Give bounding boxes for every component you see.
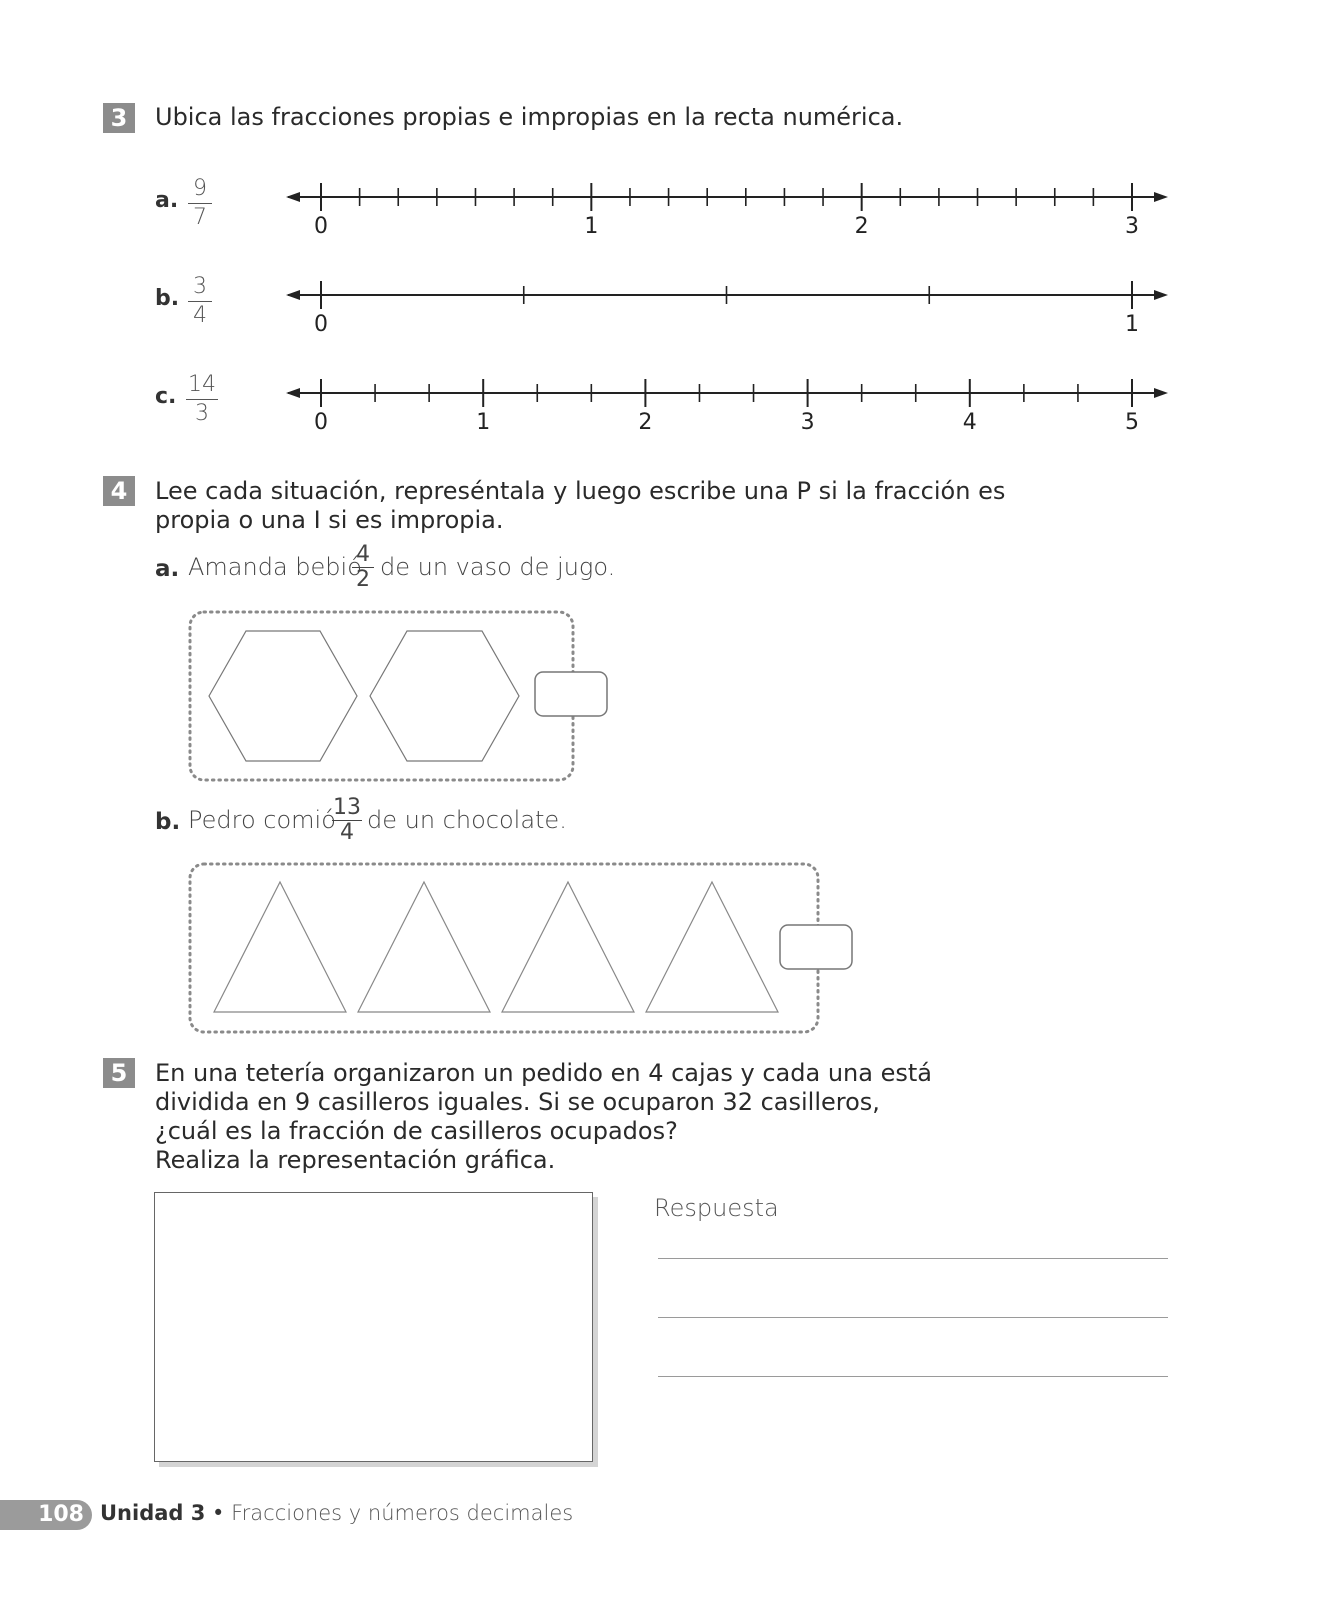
- hexagon-shape: [209, 631, 357, 761]
- answer-line[interactable]: [658, 1376, 1168, 1377]
- item-4b-drawing: [180, 852, 870, 1042]
- exercise-3-badge: 3: [103, 103, 135, 133]
- exercise-5-line3: ¿cuál es la fracción de casilleros ocupados?: [155, 1117, 678, 1145]
- left-arrow-head: [286, 192, 300, 202]
- item-4b-text-after: de un chocolate.: [367, 806, 567, 834]
- tick-label: 2: [854, 214, 869, 239]
- item-3a-letter: a.: [155, 188, 179, 213]
- tick-label: 1: [476, 410, 491, 435]
- item-4a-text-before: Amanda bebió: [188, 553, 362, 581]
- footer-topic: Fracciones y números decimales: [231, 1501, 574, 1525]
- number-lines: [0, 0, 1339, 460]
- right-arrow-head: [1154, 192, 1168, 202]
- fraction-denominator: 2: [356, 567, 370, 592]
- answer-line[interactable]: [658, 1317, 1168, 1318]
- item-4a-fraction: [352, 543, 374, 592]
- triangle-shape: [358, 882, 490, 1012]
- fraction-numerator: 14: [188, 372, 216, 397]
- item-4b-fraction: [332, 796, 362, 845]
- fraction-denominator: 4: [340, 820, 354, 845]
- item-4b-letter: b.: [155, 809, 181, 835]
- tick-label: 0: [314, 410, 328, 435]
- triangle-shape: [502, 882, 634, 1012]
- triangle-shape: [214, 882, 346, 1012]
- fraction-numerator: 13: [333, 795, 361, 820]
- fraction-denominator: 4: [193, 303, 207, 328]
- item-4a-letter: a.: [155, 556, 180, 582]
- tick-label: 2: [638, 410, 653, 435]
- number-line-c: [286, 379, 1168, 435]
- item-3c-letter: c.: [155, 384, 177, 409]
- tick-label: 0: [314, 214, 328, 239]
- right-arrow-head: [1154, 290, 1168, 300]
- answer-box-4a[interactable]: [535, 672, 607, 716]
- page-number: 108: [0, 1500, 92, 1530]
- dotted-frame: [190, 612, 573, 780]
- left-arrow-head: [286, 290, 300, 300]
- item-4b-text-before: Pedro comió: [188, 806, 336, 834]
- item-3b-letter: b.: [155, 286, 180, 311]
- exercise-3-instruction: Ubica las fracciones propias e impropias en la recta numérica.: [155, 103, 904, 131]
- footer-unit: Unidad 3: [100, 1501, 206, 1525]
- footer-caption: [100, 1501, 573, 1525]
- number-line-b: [286, 281, 1168, 337]
- exercise-5-badge: 5: [103, 1058, 135, 1088]
- exercise-4-badge: 4: [103, 476, 135, 506]
- answer-label: Respuesta: [654, 1194, 779, 1222]
- number-line-a: [286, 183, 1168, 239]
- fraction-numerator: 3: [193, 274, 207, 299]
- fraction-numerator: 4: [356, 542, 370, 567]
- triangle-shape: [646, 882, 778, 1012]
- exercise-5-line1: En una tetería organizaron un pedido en 4 cajas y cada una está: [155, 1059, 932, 1087]
- item-4a-drawing: [180, 600, 620, 790]
- tick-label: 3: [1125, 214, 1139, 239]
- answer-line[interactable]: [658, 1258, 1168, 1259]
- hexagon-shape: [370, 631, 519, 761]
- tick-label: 1: [584, 214, 599, 239]
- fraction-denominator: 3: [195, 401, 209, 426]
- fraction-numerator: 9: [193, 176, 207, 201]
- left-arrow-head: [286, 388, 300, 398]
- right-arrow-head: [1154, 388, 1168, 398]
- tick-label: 1: [1125, 312, 1139, 337]
- exercise-4-instruction-line1: Lee cada situación, represéntala y luego escribe una P si la fracción es: [155, 477, 1006, 505]
- tick-label: 4: [962, 410, 977, 435]
- fraction-denominator: 7: [193, 205, 207, 230]
- tick-label: 5: [1125, 410, 1139, 435]
- drawing-area[interactable]: [154, 1192, 593, 1462]
- exercise-4-instruction-line2: propia o una I si es impropia.: [155, 506, 504, 534]
- footer-bullet: •: [212, 1501, 225, 1525]
- item-4a-text-after: de un vaso de jugo.: [380, 553, 616, 581]
- tick-label: 3: [800, 410, 815, 435]
- exercise-5-line2: dividida en 9 casilleros iguales. Si se ocuparon 32 casilleros,: [155, 1088, 880, 1116]
- tick-label: 0: [314, 312, 328, 337]
- exercise-5-line4: Realiza la representación gráfica.: [155, 1146, 556, 1174]
- answer-box-4b[interactable]: [780, 925, 852, 969]
